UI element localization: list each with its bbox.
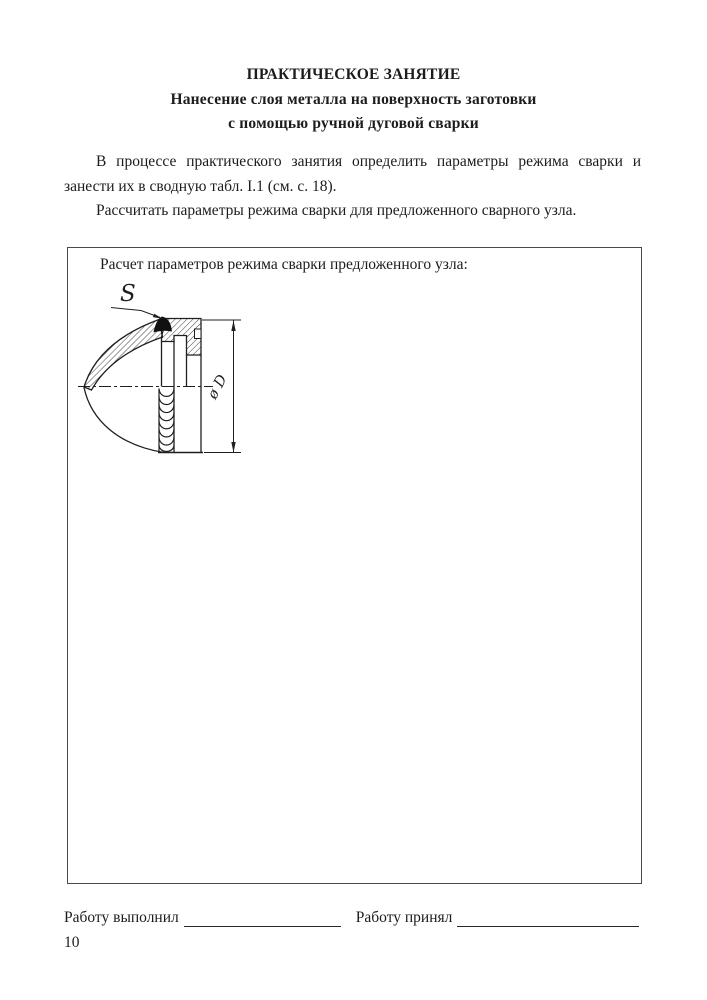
diameter-label: ø D (204, 372, 231, 402)
accepted-by-blank (457, 908, 639, 927)
worksheet-label: Расчет параметров режима сварки предложенного узла: (100, 256, 468, 273)
page-number: 10 (64, 934, 80, 951)
paragraph: В процессе практического занятия определить параметры режима сварки и занести их в сводную табл. I.1 (см. с. 18). (64, 153, 641, 195)
page-subtitle-line2: с помощью ручной дуговой сварки (228, 115, 479, 132)
leader-line (111, 308, 160, 318)
performed-by-blank (184, 908, 341, 927)
shell-outline-lower (84, 388, 164, 453)
intro-text (64, 150, 641, 224)
page-subtitle-line1: Нанесение слоя металла на поверхность заготовки (170, 91, 537, 108)
worksheet-frame (67, 247, 642, 884)
paragraph: Рассчитать параметры режима сварки для предложенного сварного узла. (96, 202, 577, 220)
leader-arrowhead (153, 314, 163, 319)
signature-line (64, 908, 642, 927)
shell-section (84, 320, 163, 391)
accepted-by-label: Работу принял (355, 909, 453, 926)
performed-by-label: Работу выполнил (64, 909, 179, 926)
flange-groove (195, 329, 202, 339)
dimension-arrow-top (231, 321, 235, 332)
dimension-arrow-bottom (231, 442, 235, 453)
thickness-label: S (120, 281, 136, 307)
weld-beads (159, 389, 174, 453)
welded-node-drawing (71, 268, 256, 473)
page-title: ПРАКТИЧЕСКОЕ ЗАНЯТИЕ (246, 66, 461, 83)
